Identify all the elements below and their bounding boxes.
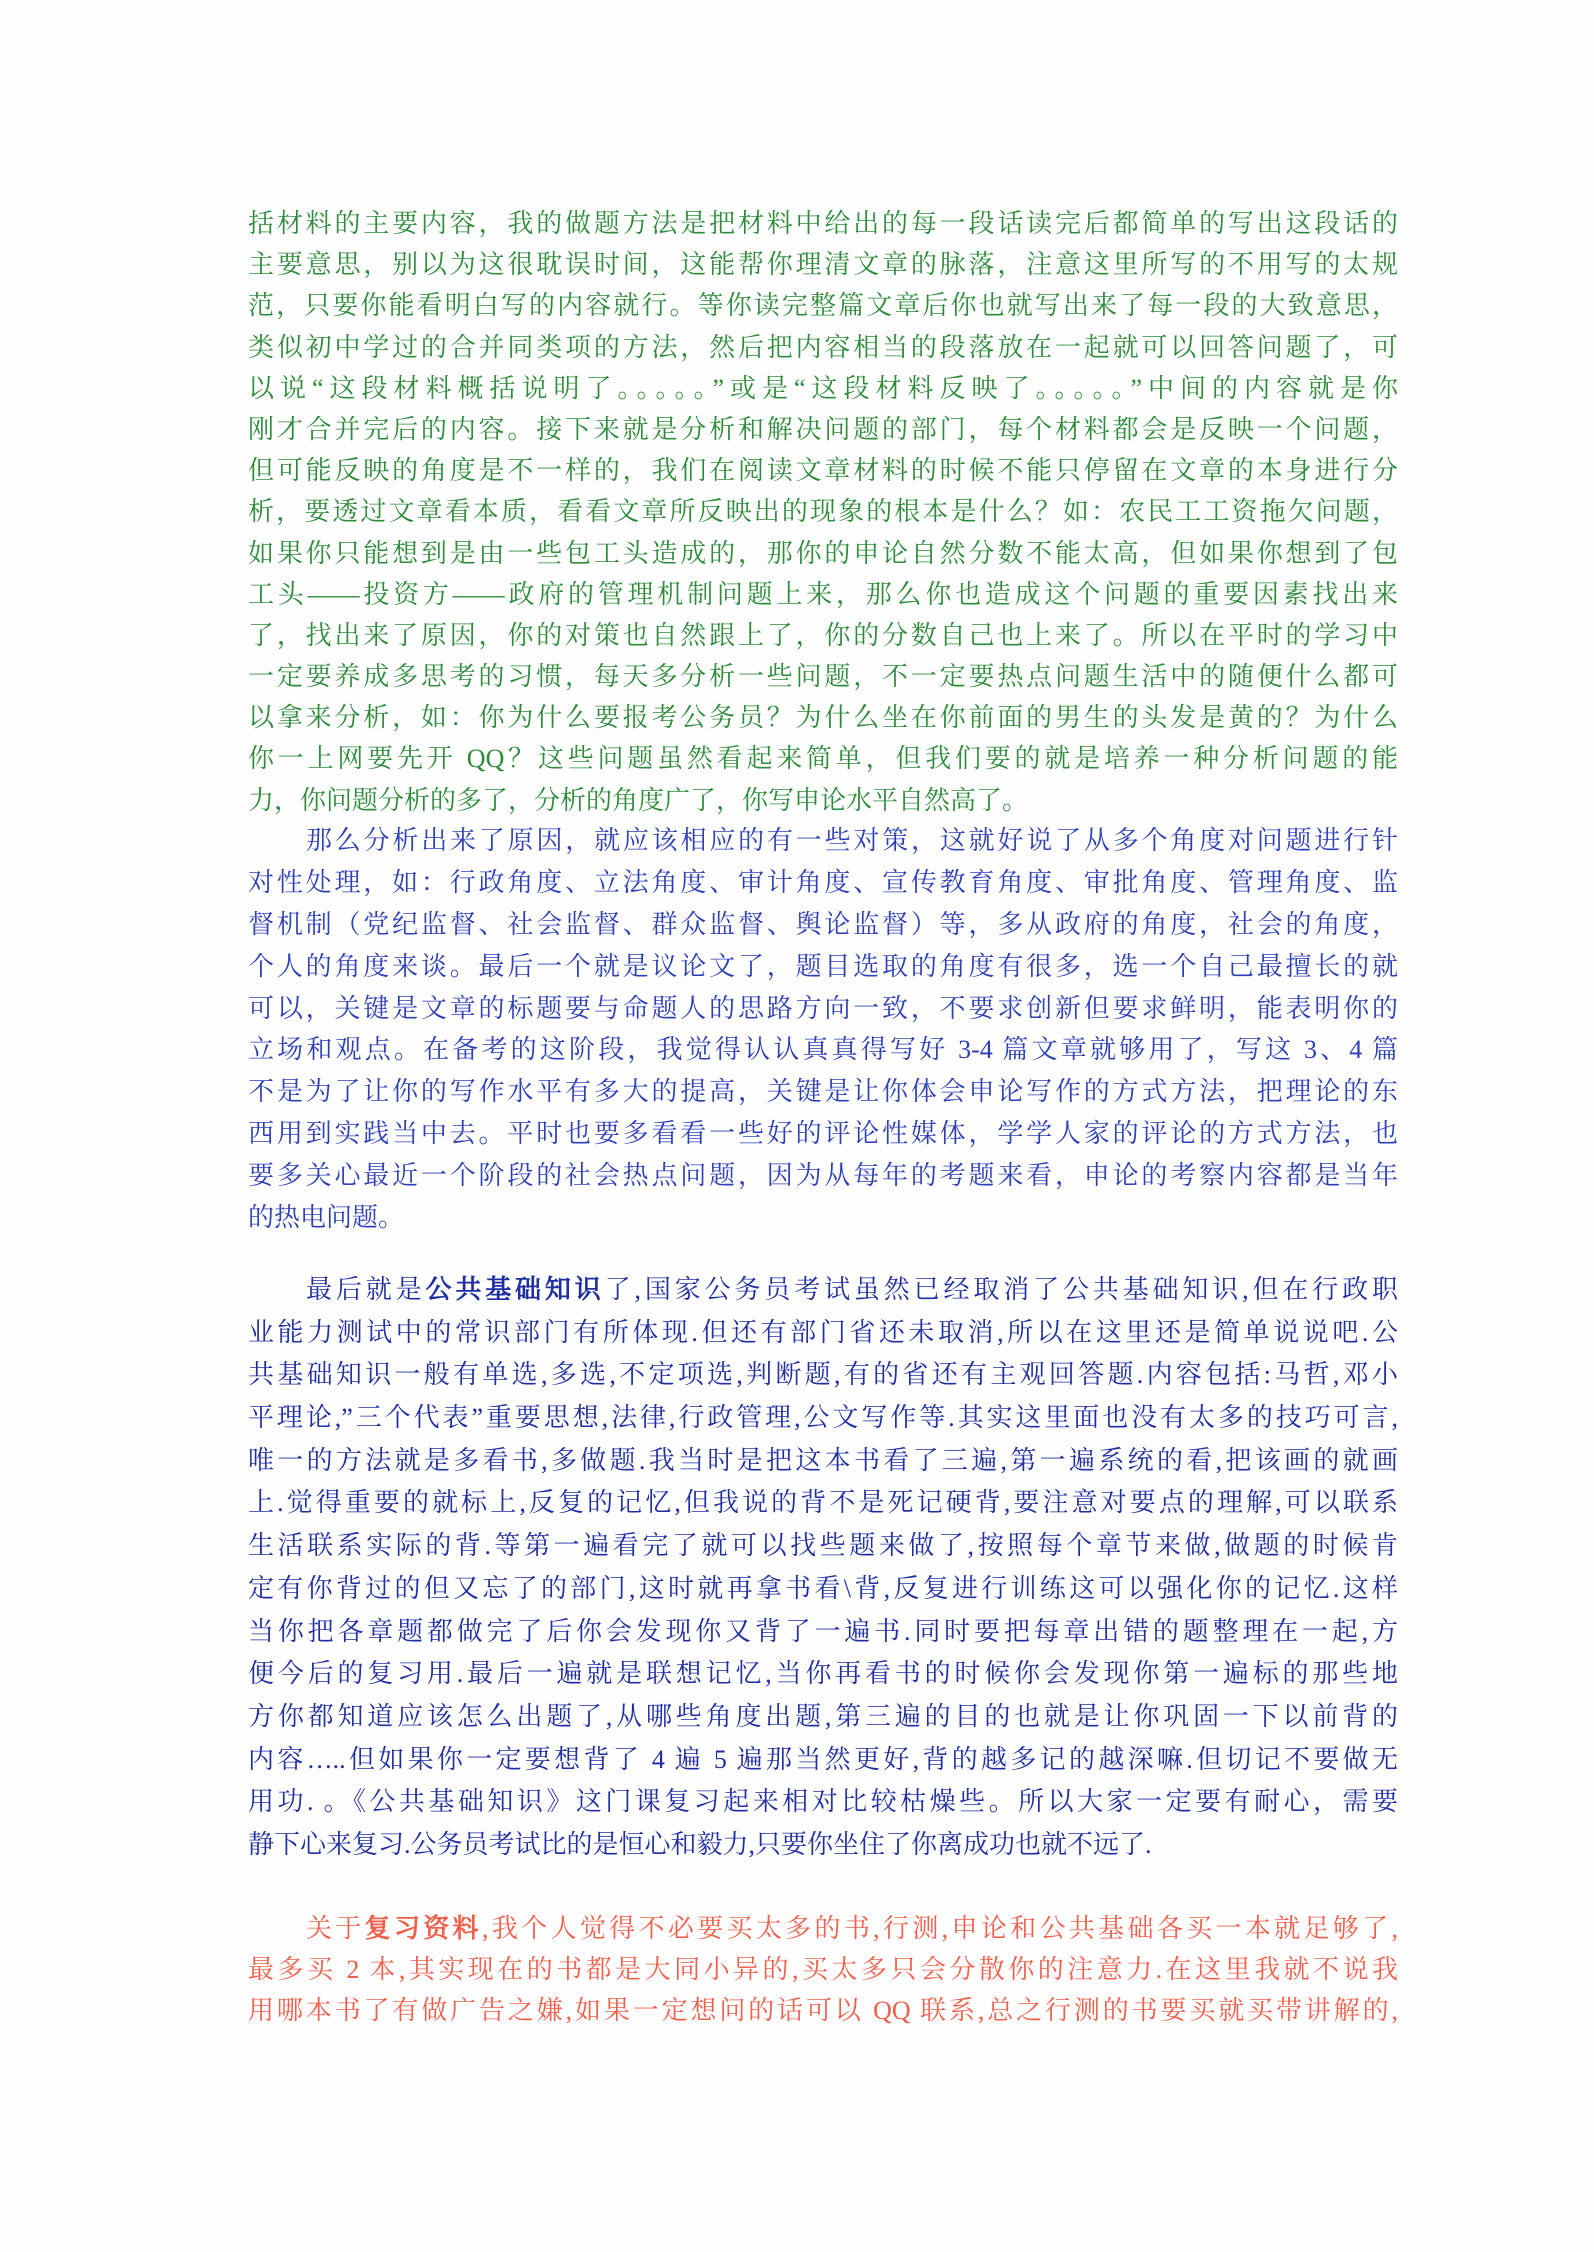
text-line: 范，只要你能看明白写的内容就行。等你读完整篇文章后你也就写出来了每一段的大致意思， — [248, 291, 1398, 321]
text-line: 你一上网要先开 QQ？这些问题虽然看起来简单，但我们要的就是培养一种分析问题的能 — [248, 744, 1398, 774]
text-line: 如果你只能想到是由一些包工头造成的，那你的申论自然分数不能太高，但如果你想到了包 — [248, 538, 1398, 568]
highlighted-term: 复习资料 — [364, 1914, 483, 1943]
text-line: 便今后的复习用.最后一遍就是联想记忆,当你再看书的时候你会发现你第一遍标的那些地 — [248, 1659, 1398, 1689]
text-line: 主要意思，别以为这很耽误时间，这能帮你理清文章的脉落，注意这里所写的不用写的太规 — [248, 250, 1398, 280]
text-segment: 了,国家公务员考试虽然已经取消了公共基础知识,但在行政职 — [604, 1275, 1398, 1304]
text-line — [248, 1908, 1398, 1949]
text-line: 括材料的主要内容，我的做题方法是把材料中给出的每一段话读完后都简单的写出这段话的 — [248, 209, 1398, 238]
text-line: 以说“这段材料概括说明了。。。。。”或是“这段材料反映了。。。。。”中间的内容就是你 — [248, 373, 1398, 403]
paragraph-review-materials — [248, 1908, 1398, 2034]
text-line: 用哪本书了有做广告之嫌,如果一定想问的话可以 QQ 联系,总之行测的书要买就买带讲解的, — [248, 1996, 1398, 2026]
text-segment: 最后就是 — [306, 1275, 426, 1304]
text-line: 静下心来复习.公务员考试比的是恒心和毅力,只要你坐住了你离成功也就不远了. — [248, 1829, 1152, 1859]
text-line: 方你都知道应该怎么出题了,从哪些角度出题,第三遍的目的也就是让你巩固一下以前背的 — [248, 1701, 1398, 1731]
text-line: 共基础知识一般有单选,多选,不定项选,判断题,有的省还有主观回答题.内容包括:马哲,邓小 — [248, 1360, 1398, 1390]
text-line: 不是为了让你的写作水平有多大的提高，关键是让你体会申论写作的方式方法，把理论的东 — [248, 1077, 1398, 1107]
text-line: 可以，关键是文章的标题要与命题人的思路方向一致，不要求创新但要求鲜明，能表明你的 — [248, 993, 1398, 1023]
text-segment: 关于 — [306, 1914, 365, 1943]
text-line: 要多关心最近一个阶段的社会热点问题，因为从每年的考题来看，申论的考察内容都是当年 — [248, 1161, 1398, 1191]
text-line: 析，要透过文章看本质，看看文章所反映出的现象的根本是什么？如：农民工工资拖欠问题， — [248, 497, 1398, 527]
text-line: 生活联系实际的背.等第一遍看完了就可以找些题来做了,按照每个章节来做,做题的时候肯 — [248, 1531, 1398, 1561]
text-line: 内容…..但如果你一定要想背了 4 遍 5 遍那当然更好,背的越多记的越深嘛.但切记不要做无 — [248, 1744, 1398, 1774]
text-line: 当你把各章题都做完了后你会发现你又背了一遍书.同时要把每章出错的题整理在一起,方 — [248, 1616, 1398, 1646]
text-line: 西用到实践当中去。平时也要多看看一些好的评论性媒体，学学人家的评论的方式方法，也 — [248, 1119, 1398, 1149]
text-line: 但可能反映的角度是不一样的，我们在阅读文章材料的时候不能只停留在文章的本身进行分 — [248, 456, 1398, 486]
text-line: 力，你问题分析的多了，分析的角度广了，你写申论水平自然高了。 — [248, 785, 1029, 815]
text-line: 类似初中学过的合并同类项的方法，然后把内容相当的段落放在一起就可以回答问题了，可 — [248, 332, 1398, 362]
text-line: 了，找出来了原因，你的对策也自然跟上了，你的分数自己也上来了。所以在平时的学习中 — [248, 620, 1398, 650]
text-line — [248, 1269, 1398, 1312]
paragraph-public-knowledge — [248, 1269, 1398, 1869]
text-line: 工头——投资方——政府的管理机制问题上来，那么你也造成这个问题的重要因素找出来 — [248, 579, 1398, 609]
text-line: 刚才合并完后的内容。接下来就是分析和解决问题的部门，每个材料都会是反映一个问题， — [248, 414, 1398, 444]
text-line: 立场和观点。在备考的这阶段，我觉得认认真真得写好 3-4 篇文章就够用了，写这 3、4 篇 — [248, 1035, 1398, 1065]
text-line: 以拿来分析，如：你为什么要报考公务员？为什么坐在你前面的男生的头发是黄的？为什么 — [248, 703, 1398, 733]
text-line: 最多买 2 本,其实现在的书都是大同小异的,买太多只会分散你的注意力.在这里我就不说我 — [248, 1955, 1398, 1985]
text-line: 业能力测试中的常识部门有所体现.但还有部门省还未取消,所以在这里还是简单说说吧.公 — [248, 1317, 1398, 1347]
text-line: 个人的角度来谈。最后一个就是议论文了，题目选取的角度有很多，选一个自己最擅长的就 — [248, 951, 1398, 981]
text-line: 上.觉得重要的就标上,反复的记忆,但我说的背不是死记硬背,要注意对要点的理解,可以联系 — [248, 1488, 1398, 1518]
paragraph-countermeasures — [248, 820, 1398, 1241]
text-line: 定有你背过的但又忘了的部门,这时就再拿书看\背,反复进行训练这可以强化你的记忆.这样 — [248, 1573, 1398, 1603]
text-line: 一定要养成多思考的习惯，每天多分析一些问题，不一定要热点问题生活中的随便什么都可 — [248, 662, 1398, 692]
text-line: 督机制（党纪监督、社会监督、群众监督、舆论监督）等，多从政府的角度，社会的角度， — [248, 909, 1398, 939]
text-segment: ,我个人觉得不必要买太多的书,行测,申论和公共基础各买一本就足够了, — [482, 1914, 1398, 1943]
highlighted-term: 公共基础知识 — [425, 1275, 605, 1304]
paragraph-analysis-method — [248, 203, 1398, 823]
text-line: 那么分析出来了原因，就应该相应的有一些对策，这就好说了从多个角度对问题进行针 — [306, 826, 1398, 855]
text-line: 平理论,”三个代表”重要思想,法律,行政管理,公文写作等.其实这里面也没有太多的技巧可言, — [248, 1403, 1398, 1433]
text-line: 唯一的方法就是多看书,多做题.我当时是把这本书看了三遍,第一遍系统的看,把该画的就画 — [248, 1445, 1398, 1475]
text-line: 的热电问题。 — [248, 1203, 405, 1233]
text-line: 对性处理，如：行政角度、立法角度、审计角度、宣传教育角度、审批角度、管理角度、监 — [248, 867, 1398, 897]
text-line: 用功. 。《公共基础知识》这门课复习起来相对比较枯燥些。所以大家一定要有耐心，需要 — [248, 1787, 1398, 1817]
